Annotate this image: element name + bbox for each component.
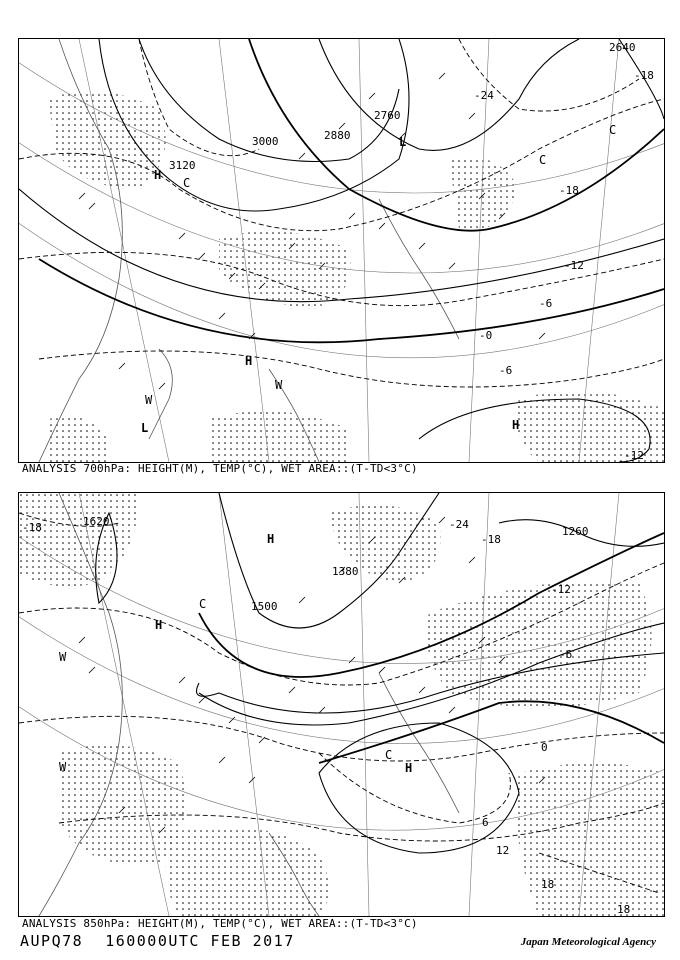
temp-label: 12 — [496, 844, 510, 857]
high-pressure-mark: H — [245, 354, 253, 368]
temp-label: -18 — [481, 533, 501, 546]
analysis-map-850hpa — [18, 492, 665, 917]
low-pressure-mark: L — [141, 421, 149, 435]
height-label: 2640 — [609, 41, 636, 54]
cold-mark: C — [183, 176, 191, 190]
temp-label: -12 — [551, 583, 571, 596]
pressure-systems — [141, 123, 616, 435]
analysis-map-700hpa — [18, 38, 665, 463]
cold-mark: C — [609, 123, 617, 137]
temp-label: -6 — [539, 297, 553, 310]
chart-code: AUPQ78 — [20, 932, 84, 950]
height-label: 1260 — [562, 525, 589, 538]
warm-mark: W — [275, 378, 283, 392]
temp-label: -12 — [624, 449, 644, 462]
cold-mark: C — [385, 748, 393, 762]
low-pressure-mark: L — [399, 135, 407, 149]
height-label: 2760 — [374, 109, 401, 122]
warm-mark: W — [145, 393, 153, 407]
temp-label: -6 — [499, 364, 513, 377]
height-label: 1500 — [251, 600, 278, 613]
temp-label: -18 — [559, 184, 579, 197]
height-label: 1620 — [83, 515, 110, 528]
temp-label: -24 — [474, 89, 494, 102]
temp-label: 0 — [541, 741, 548, 754]
map-700hpa-canvas — [19, 39, 664, 462]
height-label: 2880 — [324, 129, 351, 142]
high-pressure-mark: H — [154, 168, 162, 182]
chart-identifier — [20, 932, 295, 950]
cold-mark: C — [199, 597, 207, 611]
height-labels — [169, 41, 636, 172]
wet-area-shading — [49, 91, 664, 462]
temp-label: 18 — [541, 878, 555, 891]
temp-label: -6 — [559, 648, 573, 661]
temp-label: 18 — [617, 903, 631, 916]
temp-label: -24 — [449, 518, 469, 531]
cold-mark: C — [539, 153, 547, 167]
temp-label: -12 — [564, 259, 584, 272]
height-label: 3120 — [169, 159, 196, 172]
high-pressure-mark: H — [512, 418, 520, 432]
height-label: 1380 — [332, 565, 359, 578]
agency-credit: Japan Meteorological Agency — [520, 936, 656, 948]
warm-mark: W — [59, 650, 67, 664]
high-pressure-mark: H — [155, 618, 163, 632]
caption-700hpa: ANALYSIS 700hPa: HEIGHT(M), TEMP(°C), WET AREA::(T-TD<3°C) — [22, 462, 418, 475]
temp-label: -0 — [479, 329, 493, 342]
warm-mark: W — [59, 760, 67, 774]
map-850hpa-canvas — [19, 493, 664, 916]
high-pressure-mark: H — [267, 532, 275, 546]
temp-label: -18 — [634, 69, 654, 82]
high-pressure-mark: H — [405, 761, 413, 775]
height-label: 3000 — [252, 135, 279, 148]
valid-time: 160000UTC FEB 2017 — [105, 932, 295, 950]
caption-850hpa: ANALYSIS 850hPa: HEIGHT(M), TEMP(°C), WET AREA::(T-TD<3°C) — [22, 917, 418, 930]
temp-label: -18 — [22, 521, 42, 534]
temp-label: 6 — [482, 816, 489, 829]
